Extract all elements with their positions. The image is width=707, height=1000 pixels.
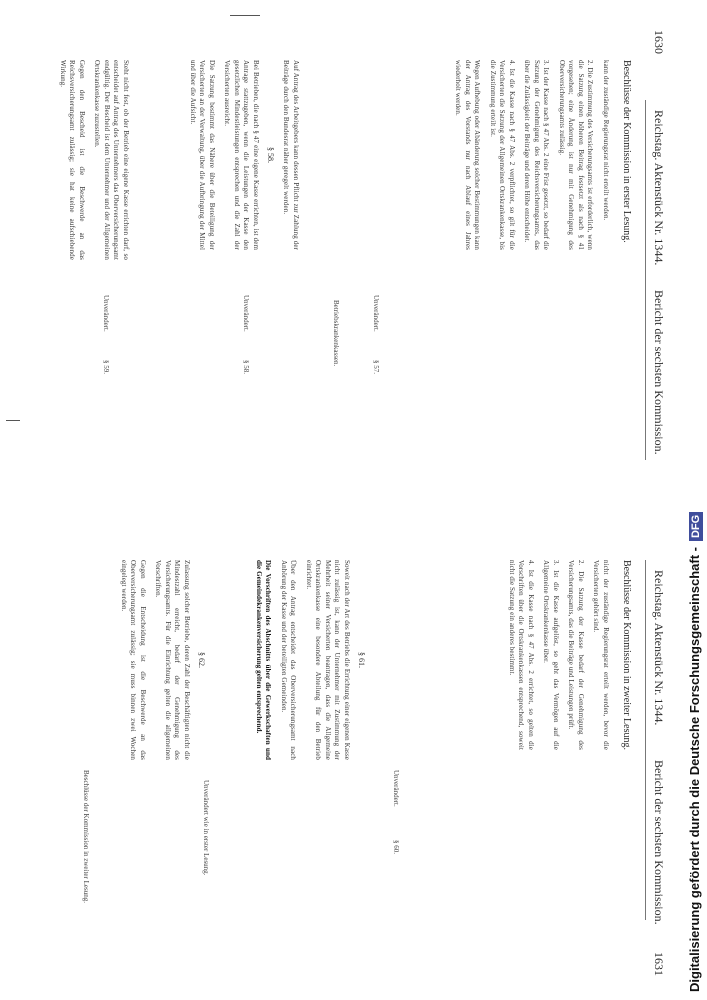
left-page-column-3: [52, 60, 131, 260]
paragraph: nicht der zuständige Regierungsrat erteilt werden, bevor die Versicherten gehört sind.: [592, 560, 610, 750]
section-label: Unverändert.: [372, 295, 380, 332]
header-rule-right: [645, 560, 646, 920]
section-label: § 59.: [102, 360, 110, 374]
section-number: § 61.: [357, 652, 366, 668]
section-label: Unverändert.: [242, 295, 250, 332]
paragraph: Zulassung solcher Betriebe, deren Zahl der Beschäftigten nicht die Mindestzahl erreicht, bedarf der Genehmigung des Versicherungsamts. Für die Einrichtung gelten die allgemeinen Vorschriften.: [154, 560, 191, 760]
dfg-banner-label: Digitalisierung gefördert durch die Deutsche Forschungsgemeinschaft -: [687, 547, 702, 992]
left-page-subheading: Beschlüsse der Kommission in erster Lesung.: [621, 60, 632, 243]
paragraph: Auf Antrag des Arbeitgebers kann dessen Pflicht zur Zahlung der Beiträge durch den Bundesrat näher geregelt werden.: [282, 60, 300, 250]
crop-mark: [230, 15, 260, 16]
crop-mark: [6, 420, 20, 421]
section-label: § 58.: [242, 360, 250, 374]
paragraph: 2. Die Satzung der Kasse bedarf der Genehmigung des Versicherungsamts, das die Beiträge und Leistungen prüft.: [567, 560, 585, 750]
running-head-right: Reichstag. Aktenstück Nr. 1344.: [652, 570, 666, 726]
right-page-subheading: Beschlüsse der Kommission in zweiter Lesung.: [621, 560, 632, 750]
running-head-title-left: Bericht der sechsten Kommission.: [652, 290, 666, 455]
section-number: § 62.: [197, 652, 206, 668]
page-number-right: 1631: [652, 952, 666, 976]
paragraph: 3. Ist der Kasse nach § 47 Abs. 2 eine Frist gesetzt, so bedarf die Satzung der Genehmigung des Reichsversicherungsamts, das über die Zulässigkeit der Beiträge und deren Höhe entscheidet.: [523, 60, 551, 250]
right-page-column-1: [501, 560, 611, 750]
paragraph: Wegen Aufhebung oder Abänderung solcher Bestimmungen kann der Antrag des Vorstands nur nach Ablauf eines Jahres wiederholt werden.: [454, 60, 482, 250]
section-number: § 58.: [266, 147, 275, 163]
running-head-left: Reichstag. Aktenstück Nr. 1344.: [652, 110, 666, 266]
paragraph: Über den Antrag entscheidet das Oberversicherungsamt nach Anhörung der Kasse und der beteiligten Gemeinden.: [280, 560, 298, 760]
section-label: Unverändert wie in erster Lesung.: [202, 780, 210, 876]
header-rule-left: [645, 100, 646, 460]
section-label: § 57.: [372, 360, 380, 374]
paragraph: Gegen die Entscheidung ist die Beschwerde an das Oberversicherungsamt zulässig; sie muss binnen zwei Wochen eingelegt werden.: [120, 560, 147, 760]
right-page-column-2: [248, 560, 371, 760]
section-label: Unverändert.: [102, 295, 110, 332]
dfg-banner-text: [683, 0, 707, 1000]
left-page-column-2: [182, 60, 301, 250]
paragraph: 4. Ist die Kasse nach § 47 Abs. 2 errichtet, so gelten die Vorschriften über die Ortskrankenkassen entsprechend, soweit nicht die Satzung ein anderes bestimmt.: [508, 560, 535, 750]
paragraph: Soweit nach der Art des Betriebs die Errichtung einer eigenen Kasse nicht zulässig ist, kann der Unternehmer mit Zustimmung der Mehrheit seiner Versicherten beantragen, dass die Allgemeine Ortskrankenkasse eine besondere Abteilung für den Betrieb einrichtet.: [305, 560, 351, 760]
paragraph: Steht nicht fest, ob der Betrieb eine eigene Kasse errichten darf, so entscheidet auf Antrag des Unternehmers das Oberversicherungsamt endgültig. Der Bescheid ist dem Unternehmer und der Allgemeinen Ortskrankenkasse zuzustellen.: [93, 60, 130, 260]
section-label: § 60.: [392, 840, 400, 854]
section-label: Beschlüsse der Kommission in zweiter Lesung.: [82, 770, 90, 903]
page-number-left: 1630: [652, 30, 666, 54]
running-head-title-right: Bericht der sechsten Kommission.: [652, 760, 666, 925]
bold-paragraph: Die Vorschriften des Abschnitts über die Gewerkschaften und die Gemeindekrankenversicherung gelten entsprechend.: [255, 560, 273, 760]
paragraph: 3. Ist die Kasse aufgelöst, so geht das Vermögen auf die Allgemeine Ortskrankenkasse über.: [542, 560, 560, 750]
paragraph: kann der zuständige Regierungsrat nicht erteilt werden.: [602, 60, 610, 221]
left-page-column-1: [447, 60, 610, 250]
paragraph: Die Satzung bestimmt das Nähere über die Beteiligung der Versicherten an der Verwaltung, über die Aufbringung der Mittel und über die Aufsicht.: [189, 60, 216, 250]
paragraph: 2. Die Zustimmung des Versicherungsamts ist erforderlich, wenn die Satzung einen höheren Beitrag festsetzt als nach § 41 vorgesehen; eine Änderung ist nur mit Genehmigung des Oberversicherungsamts zulässig.: [558, 60, 595, 250]
dfg-banner: [683, 0, 707, 1000]
paragraph: 4. Ist die Kasse nach § 47 Abs. 2 verpflichtet, so gilt für die Versicherten die Satzung der Allgemeinen Ortskrankenkasse, bis die Zustimmung erteilt ist.: [489, 60, 516, 250]
dfg-logo: DFG: [689, 512, 703, 541]
paragraph: Bei Betrieben, die nach § 47 eine eigene Kasse errichten, ist dem Antrage stattzugeben, wenn die Leistungen der Kasse den gesetzlichen Mindestleistungen entsprechen und die Zahl der Versicherten ausreicht.: [223, 60, 260, 250]
right-page-column-3: [113, 560, 211, 760]
section-label: Unverändert.: [392, 770, 400, 807]
paragraph: Gegen den Bescheid ist die Beschwerde an das Reichsversicherungsamt zulässig; sie hat keine aufschiebende Wirkung.: [59, 60, 86, 260]
section-label: Betriebskrankenkassen.: [332, 300, 340, 367]
